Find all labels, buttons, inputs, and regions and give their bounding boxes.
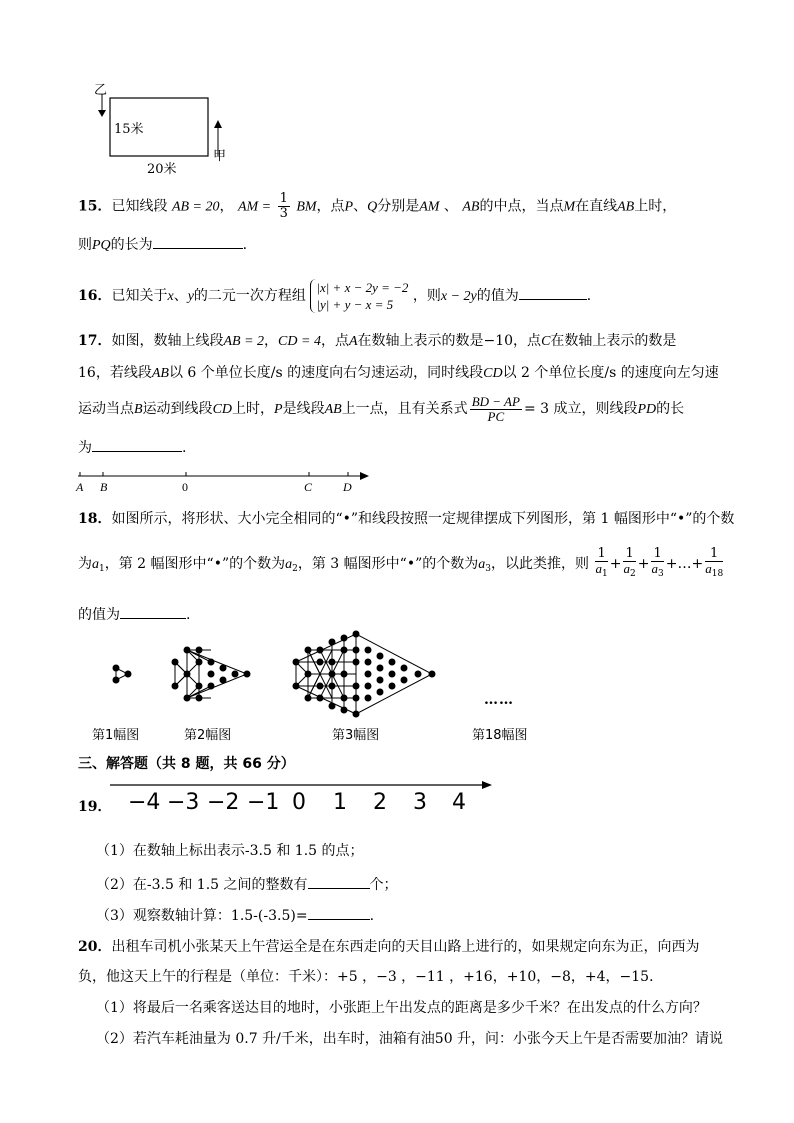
q18-caption-3: 第3幅图 xyxy=(332,728,380,743)
q19-p2-a: （2）在-3.5 和 1.5 之间的整数有 xyxy=(96,877,308,893)
q17-l2-cd: CD xyxy=(483,366,503,381)
q18-frac-2: $\frac{1}{a_2}$ xyxy=(623,546,636,579)
q18-line1 xyxy=(78,510,734,528)
q15-answer-blank[interactable] xyxy=(153,234,243,249)
q15-text-f: 上时， xyxy=(634,198,677,215)
q20-p1: （1）将最后一名乘客送达目的地时，小张距上午出发点的距离是多少千米？在出发点的什么方向？ xyxy=(96,1000,707,1016)
q15-number: 15． xyxy=(78,198,112,215)
q17-axis-label-b: B xyxy=(100,480,108,494)
q17-l2-c: 以 2 个单位长度/s 的速度向左匀速 xyxy=(502,365,719,381)
q18-caption-18: 第18幅图 xyxy=(472,728,528,743)
q17-axis-label-d: D xyxy=(343,480,352,494)
q19-part1 xyxy=(96,842,364,860)
q18-l2-c: ，第 3 幅图形中“•”的个数为 xyxy=(297,556,479,572)
q17-l3-ab: AB xyxy=(324,402,342,417)
q16-text-c: ，则 xyxy=(412,288,441,304)
q16-end: ． xyxy=(586,288,601,304)
q15-text: 已知线段 xyxy=(111,198,168,215)
q18-frac-3: $\frac{1}{a_3}$ xyxy=(651,546,664,579)
q18-caption-2: 第2幅图 xyxy=(184,728,232,743)
q15-pq: PQ xyxy=(92,238,111,253)
q18-figure-3 xyxy=(293,631,435,717)
q18-l2-b: ，第 2 幅图形中“•”的个数为 xyxy=(104,556,286,572)
q17-l1-c: ，点 xyxy=(320,333,349,349)
q18-figure-2 xyxy=(172,647,250,701)
q17-l3-h: 的长 xyxy=(656,401,685,417)
q17-number-line xyxy=(76,466,376,486)
q19-tick-label: 0 xyxy=(292,790,306,815)
q19-p3-end: . xyxy=(369,908,375,924)
q15-end: . xyxy=(242,237,248,253)
q19-p3-a: （3）观察数轴计算：1.5-(-3.5)= xyxy=(96,908,308,924)
q15-p: P xyxy=(344,199,354,215)
q17-fraction: $\frac{BD - AP}{PC}$ xyxy=(471,393,520,424)
label-jia: 甲 xyxy=(213,149,227,164)
rectangle-diagram xyxy=(92,84,232,164)
q15-am2: AM xyxy=(419,199,440,215)
q19-tick-label: 1 xyxy=(333,790,347,815)
section-title: 三、解答题（共 8 题，共 66 分） xyxy=(78,756,295,772)
q17-line2 xyxy=(78,364,719,383)
q18-plus-2: + xyxy=(637,556,650,572)
q17-line1 xyxy=(78,332,676,351)
q18-dots: +…+ xyxy=(665,556,704,572)
q19-answer-blank-3[interactable] xyxy=(308,905,370,920)
q17-l2-a: 16，若线段 xyxy=(78,365,152,381)
q16-eq2: |y| + y − x = 5 xyxy=(316,297,394,312)
q19-number: 19． xyxy=(78,799,112,815)
q17-l3-pd: PD xyxy=(637,402,657,417)
q20-part1 xyxy=(96,999,707,1017)
q18-caption-1: 第1幅图 xyxy=(92,728,140,743)
q17-l3-p: P xyxy=(274,402,283,417)
q19-tick-label: −4 xyxy=(128,790,161,815)
q15-dun: 、 xyxy=(353,198,368,215)
q17-answer-blank[interactable] xyxy=(92,437,182,452)
q15-ab: AB xyxy=(462,199,480,215)
q19-tick-label: 2 xyxy=(373,790,387,815)
q18-a2: a xyxy=(285,557,293,572)
q20-number: 20． xyxy=(78,939,112,955)
q16-line xyxy=(78,278,601,315)
q17-axis-label-a: A xyxy=(76,480,84,494)
q17-l3-g: = 3 成立，则线段 xyxy=(523,401,638,417)
q17-axis-label-c: C xyxy=(304,480,313,494)
q17-l1-b: ， xyxy=(264,333,279,349)
q18-a1: a xyxy=(92,557,99,572)
q16-expr: x − 2y xyxy=(440,289,477,304)
label-width: 20米 xyxy=(147,162,177,177)
q16-y: y xyxy=(187,289,194,304)
q18-answer-blank[interactable] xyxy=(120,604,186,619)
q18-line2 xyxy=(78,546,725,587)
q20-p2: （2）若汽车耗油量为 0.7 升/千米，出车时，油箱有油50 升，问：小张今天上午是否需要加油？请说 xyxy=(96,1031,724,1047)
q19-tick-label: 3 xyxy=(413,790,427,815)
q20-l1: 出租车司机小张某天上午营运全是在东西走向的天目山路上进行的，如果规定向东为正，向西为 xyxy=(111,939,700,955)
q19-tick-label: −2 xyxy=(207,790,240,815)
q15-text-e: 在直线 xyxy=(575,198,618,215)
q16-text-a: 已知关于 xyxy=(111,288,168,304)
q18-s2: 2 xyxy=(292,564,298,574)
q18-l2-d: ，以此类推，则 xyxy=(490,556,589,572)
q18-s1: 1 xyxy=(99,564,105,574)
q17-line4 xyxy=(78,437,186,457)
q16-text-d: 的值为 xyxy=(476,288,519,304)
q18-frac-18: $\frac{1}{a_{18}}$ xyxy=(705,546,724,579)
q17-l2-ab: AB xyxy=(151,366,169,381)
q15-eq: AB = 20 xyxy=(171,199,220,215)
q15-q: Q xyxy=(367,199,378,215)
q20-line2 xyxy=(78,968,663,986)
q18-ellipsis: …… xyxy=(484,692,514,708)
q17-l2-b: 以 6 个单位长度/s 的速度向右匀速运动，同时线段 xyxy=(168,365,484,381)
q16-x: x xyxy=(167,289,174,304)
q18-a3: a xyxy=(478,557,486,572)
q15-text-d: 的中点，当点 xyxy=(479,198,564,215)
q15-line2-a: 则 xyxy=(78,237,92,253)
q18-pattern-figure xyxy=(100,628,540,724)
q17-l1-e: 在数轴上表示的数是 xyxy=(550,333,677,349)
q17-l1-d: 在数轴上表示的数是−10，点 xyxy=(357,333,542,349)
q19-tick-label: −3 xyxy=(167,790,200,815)
q17-l3-b: B xyxy=(134,402,143,417)
q16-answer-blank[interactable] xyxy=(519,285,587,300)
q15-line2-b: 的长为 xyxy=(110,237,153,253)
q15-line1 xyxy=(78,192,676,221)
q17-number: 17． xyxy=(78,333,112,349)
q17-ab: AB = 2 xyxy=(223,334,265,349)
q17-line3 xyxy=(78,392,684,427)
q19-p1: （1）在数轴上标出表示-3.5 和 1.5 的点； xyxy=(96,843,364,859)
q16-dun: 、 xyxy=(173,288,188,304)
q16-equation-system xyxy=(310,279,408,313)
rectangle-figure xyxy=(92,84,232,164)
q19-answer-blank-2[interactable] xyxy=(308,874,370,889)
q15-am: AM = xyxy=(237,199,272,215)
q16-number: 16． xyxy=(78,288,112,304)
q17-l3-e: 是线段 xyxy=(282,401,325,417)
q20-part2 xyxy=(96,1030,723,1048)
label-yi: 乙 xyxy=(94,83,108,98)
q15-text-c: 分别是 xyxy=(377,198,420,215)
q18-line3 xyxy=(78,604,190,624)
q18-s3: 3 xyxy=(485,564,491,574)
q15-bm: BM xyxy=(296,199,317,215)
q17-c: C xyxy=(541,334,551,349)
q18-frac-1: $\frac{1}{a_1}$ xyxy=(595,546,608,579)
q16-eq1: |x| + x − 2y = −2 xyxy=(316,280,409,295)
q19-p2-b: 个； xyxy=(369,877,398,893)
q18-figure-1 xyxy=(113,665,131,683)
q15-dun2: 、 xyxy=(439,198,463,215)
q18-l3-a: 的值为 xyxy=(78,607,120,623)
q15-fraction: $\frac{1}{3}$ xyxy=(279,191,288,221)
q15-m: M xyxy=(563,199,576,215)
q16-text-b: 的二元一次方程组 xyxy=(193,288,306,304)
q15-text-b: ，点 xyxy=(316,198,345,215)
q19-tick-label: 4 xyxy=(452,790,466,815)
q18-l2-a: 为 xyxy=(78,556,92,572)
q17-a: A xyxy=(348,334,358,349)
q17-l4-a: 为 xyxy=(78,440,92,456)
q20-l2: 负，他这天上午的行程是（单位：千米）：+5 ，−3 ，−11 ，+16，+10，−8，+4，−15． xyxy=(78,969,664,985)
q19-tick-label: −1 xyxy=(247,790,280,815)
q17-l4-end: . xyxy=(182,440,187,456)
q19-part2 xyxy=(96,874,398,894)
q17-l3-c: 运动到线段 xyxy=(142,401,213,417)
q19-part3 xyxy=(96,905,374,925)
q17-axis-label-0: 0 xyxy=(182,480,188,494)
q17-l3-d: 上时， xyxy=(232,401,275,417)
q18-number: 18． xyxy=(78,511,112,527)
q17-cd: CD = 4 xyxy=(278,334,321,349)
q17-l3-f: 上一点，且有关系式 xyxy=(341,401,468,417)
q17-l3-cd: CD xyxy=(212,402,233,417)
q20-line1 xyxy=(78,938,699,956)
q15-ab2: AB xyxy=(617,199,635,215)
q17-l3-a: 运动当点 xyxy=(78,401,134,417)
q18-l3-end: . xyxy=(186,607,191,623)
q18-plus-1: + xyxy=(609,556,622,572)
q15-line2 xyxy=(78,234,247,255)
q17-l1: 如图，数轴上线段 xyxy=(111,333,224,349)
q15-sep: ， xyxy=(219,198,234,215)
label-height: 15米 xyxy=(114,122,144,137)
q18-l1: 如图所示，将形状、大小完全相同的“•”和线段按照一定规律摆成下列图形，第 1 幅图形中“•”的个数 xyxy=(111,511,735,527)
